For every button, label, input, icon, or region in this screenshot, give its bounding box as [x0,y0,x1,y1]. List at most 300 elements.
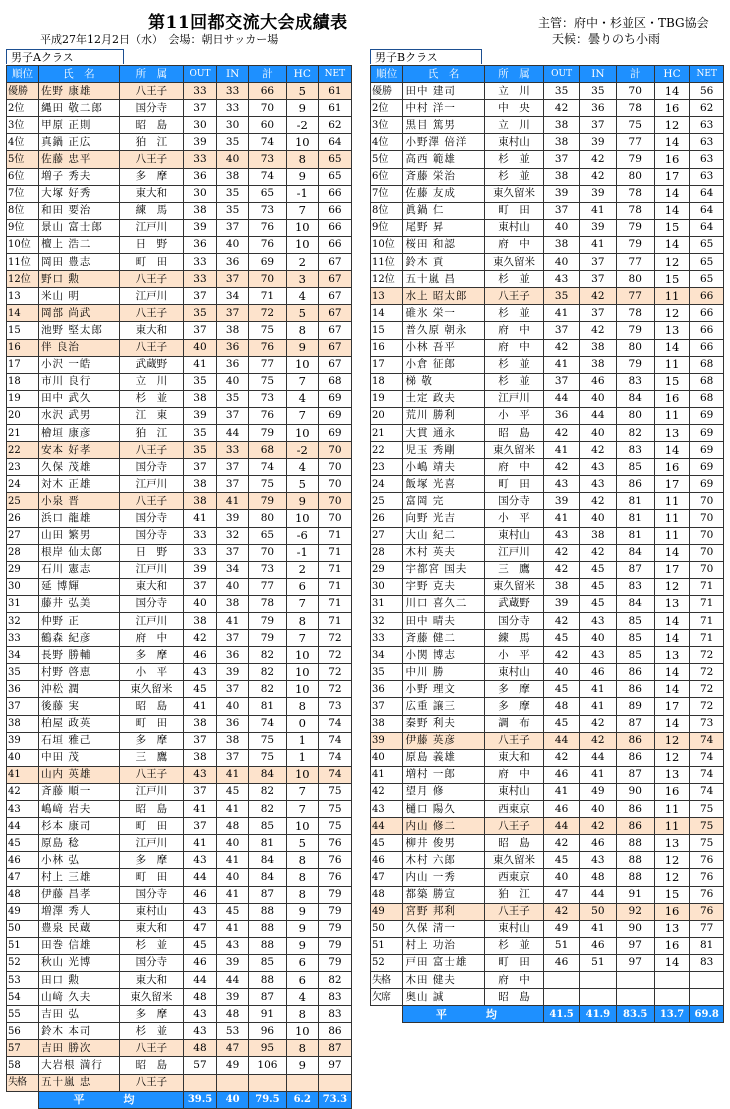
in-score-cell: 48 [217,818,249,835]
affiliation-cell: 八王子 [119,151,183,168]
class-a-rows [7,83,352,1092]
out-score-cell: 42 [544,647,580,664]
affiliation-cell: 杉 並 [484,271,544,288]
page-title: 第11回都交流大会成績表 [148,13,348,33]
net-score-cell: 70 [690,493,724,510]
affiliation-cell: 昭 島 [484,989,544,1006]
handicap-cell: 9 [286,903,318,920]
total-score-cell: 77 [616,134,654,151]
table-row [7,595,352,612]
in-score-cell: 43 [579,852,616,869]
out-score-cell: 42 [544,835,580,852]
table-row [7,83,352,100]
handicap-cell: 5 [286,83,318,100]
handicap-cell: 12 [654,117,690,134]
rank-cell: 8位 [371,202,403,219]
name-cell: 真鍋 正広 [39,134,120,151]
affiliation-cell: 三 鷹 [119,749,183,766]
table-row [371,561,724,578]
in-score-cell: 41 [579,202,616,219]
net-score-cell: 72 [690,681,724,698]
rank-cell: 24 [371,476,403,493]
out-score-cell: 37 [183,732,216,749]
table-row [7,954,352,971]
handicap-cell: 14 [654,442,690,459]
handicap-cell: -6 [286,527,318,544]
out-score-cell: 37 [544,151,580,168]
name-cell: 水上 昭太郎 [403,288,484,305]
out-score-cell: 33 [183,271,216,288]
table-row [371,698,724,715]
out-score-cell: 46 [544,801,580,818]
in-score-cell: 38 [217,168,249,185]
handicap-cell: 4 [286,989,318,1006]
in-score-cell: 46 [579,664,616,681]
out-score-cell: 42 [544,459,580,476]
handicap-cell: 11 [654,407,690,424]
rank-cell: 25 [371,493,403,510]
net-score-cell: 65 [690,236,724,253]
affiliation-cell: 練 馬 [484,630,544,647]
total-score-cell: 71 [249,288,287,305]
net-score-cell: 63 [690,151,724,168]
affiliation-cell: 八王子 [119,493,183,510]
handicap-cell: 16 [654,903,690,920]
table-row [371,271,724,288]
avg-total: 83.5 [616,1006,654,1023]
in-score-cell: 32 [217,527,249,544]
rank-cell: 14 [371,305,403,322]
table-header-row [371,66,724,83]
out-score-cell: 42 [544,749,580,766]
name-cell: 伊藤 昌孝 [39,886,120,903]
rank-cell: 24 [7,476,39,493]
name-cell: 吉田 弘 [39,1006,120,1023]
avg-net: 69.8 [690,1006,724,1023]
out-score-cell: 42 [183,630,216,647]
rank-cell: 44 [7,818,39,835]
class-a-average-row [7,1091,352,1108]
handicap-cell: 10 [286,818,318,835]
name-cell: 小関 博志 [403,647,484,664]
out-score-cell: 45 [183,937,216,954]
name-cell: 増澤 秀人 [39,903,120,920]
in-score-cell: 43 [217,937,249,954]
out-score-cell: 38 [544,134,580,151]
affiliation-cell: 府 中 [484,322,544,339]
in-score-cell: 42 [579,715,616,732]
total-score-cell: 73 [249,390,287,407]
affiliation-cell: 立 川 [484,117,544,134]
name-cell: 中村 洋一 [403,100,484,117]
name-cell: 沖松 潤 [39,681,120,698]
affiliation-cell: 昭 島 [484,424,544,441]
affiliation-cell: 練 馬 [119,202,183,219]
name-cell: 山﨑 久夫 [39,989,120,1006]
rank-cell: 28 [7,544,39,561]
table-row [7,920,352,937]
handicap-cell: 13 [654,647,690,664]
handicap-cell: 7 [286,202,318,219]
total-score-cell: 73 [249,151,287,168]
rank-cell: 52 [7,954,39,971]
name-cell: 田中 武久 [39,390,120,407]
total-score-cell: 75 [249,373,287,390]
table-row [371,168,724,185]
total-score-cell: 87 [616,715,654,732]
total-score-cell: 83 [616,578,654,595]
affiliation-cell: 東久留米 [119,681,183,698]
name-cell: 吉田 勝次 [39,1040,120,1057]
total-score-cell: 77 [616,254,654,271]
out-score-cell: 35 [183,424,216,441]
table-row [7,544,352,561]
affiliation-cell: 国分寺 [119,595,183,612]
table-row [7,801,352,818]
total-score-cell: 76 [249,219,287,236]
rank-cell: 29 [371,561,403,578]
affiliation-cell: 立 川 [119,373,183,390]
out-score-cell: 37 [544,202,580,219]
name-cell: 斉藤 順一 [39,783,120,800]
total-score-cell: 74 [249,459,287,476]
handicap-cell: 8 [286,322,318,339]
net-score-cell: 61 [318,100,351,117]
col-header-hc: HC [286,66,318,83]
in-score-cell: 46 [579,373,616,390]
total-score-cell: 78 [616,185,654,202]
net-score-cell: 66 [318,185,351,202]
name-cell: 豊泉 民蔵 [39,920,120,937]
handicap-cell: 11 [654,527,690,544]
name-cell: 景山 富士郎 [39,219,120,236]
handicap-cell: 11 [654,801,690,818]
handicap-cell: 2 [286,561,318,578]
total-score-cell: 87 [616,561,654,578]
in-score-cell: 46 [579,937,616,954]
name-cell: 五十嵐 昌 [403,271,484,288]
handicap-cell: 4 [286,288,318,305]
name-cell: 原島 稔 [39,835,120,852]
out-score-cell: 37 [544,373,580,390]
net-score-cell: 66 [318,202,351,219]
out-score-cell: 38 [183,390,216,407]
name-cell: 檀上 浩二 [39,236,120,253]
out-score-cell: 35 [544,288,580,305]
in-score-cell: 40 [217,236,249,253]
in-score-cell: 36 [217,647,249,664]
table-row [7,100,352,117]
table-row [371,732,724,749]
table-row [7,664,352,681]
out-score-cell: 41 [544,442,580,459]
rank-cell: 32 [371,613,403,630]
net-score-cell: 79 [318,886,351,903]
rank-cell: 6位 [7,168,39,185]
rank-cell: 23 [7,459,39,476]
affiliation-cell: 小 平 [119,664,183,681]
net-score-cell: 75 [690,835,724,852]
out-score-cell: 40 [183,595,216,612]
in-score-cell: 37 [217,630,249,647]
rank-cell: 54 [7,989,39,1006]
table-row [371,749,724,766]
affiliation-cell: 杉 並 [484,151,544,168]
in-score-cell: 38 [579,356,616,373]
total-score-cell: 75 [249,322,287,339]
affiliation-cell: 町 田 [484,954,544,971]
handicap-cell: 11 [654,288,690,305]
affiliation-cell: 府 中 [484,971,544,988]
class-b-rows [371,83,724,1006]
affiliation-cell: 町 田 [484,476,544,493]
net-score-cell: 70 [318,493,351,510]
rank-cell: 8位 [7,202,39,219]
net-score-cell: 72 [318,647,351,664]
total-score-cell: 82 [249,647,287,664]
table-row [371,835,724,852]
out-score-cell: 44 [183,971,216,988]
affiliation-cell: 多 摩 [484,698,544,715]
net-score-cell: 74 [690,732,724,749]
handicap-cell: 6 [286,954,318,971]
in-score-cell: 44 [579,749,616,766]
total-score-cell: 81 [616,510,654,527]
in-score-cell [217,1074,249,1091]
table-row [7,1040,352,1057]
rank-cell: 36 [371,681,403,698]
net-score-cell: 72 [690,664,724,681]
total-score-cell: 88 [616,852,654,869]
total-score-cell: 85 [616,459,654,476]
handicap-cell: 9 [286,920,318,937]
handicap-cell: 14 [654,715,690,732]
total-score-cell: 82 [249,664,287,681]
name-cell: 佐野 康雄 [39,83,120,100]
table-row [371,971,724,988]
net-score-cell: 67 [318,339,351,356]
affiliation-cell: 東村山 [484,783,544,800]
name-cell: 樋口 陽久 [403,801,484,818]
affiliation-cell: 東久留米 [119,989,183,1006]
total-score-cell: 91 [616,886,654,903]
rank-cell: 47 [7,869,39,886]
out-score-cell: 40 [544,664,580,681]
total-score-cell: 75 [249,476,287,493]
affiliation-cell: 多 摩 [119,732,183,749]
handicap-cell: 10 [286,356,318,373]
in-score-cell: 51 [579,954,616,971]
table-row [7,134,352,151]
out-score-cell: 43 [544,271,580,288]
in-score-cell: 40 [217,373,249,390]
total-score-cell: 86 [616,801,654,818]
avg-out: 41.5 [544,1006,580,1023]
net-score-cell: 79 [318,920,351,937]
net-score-cell: 79 [318,937,351,954]
name-cell: 増子 秀夫 [39,168,120,185]
in-score-cell: 35 [217,390,249,407]
net-score-cell: 71 [690,578,724,595]
affiliation-cell: 八王子 [484,818,544,835]
rank-cell: 12位 [7,271,39,288]
table-row [7,698,352,715]
name-cell: 都築 勝宣 [403,886,484,903]
name-cell: 田口 勲 [39,971,120,988]
table-row [7,937,352,954]
total-score-cell: 90 [616,920,654,937]
out-score-cell: 42 [544,561,580,578]
in-score-cell: 39 [579,185,616,202]
rank-cell: 13 [7,288,39,305]
total-score-cell: 65 [249,185,287,202]
handicap-cell: 14 [654,544,690,561]
total-score-cell: 78 [249,595,287,612]
out-score-cell: 45 [183,681,216,698]
out-score-cell: 37 [183,288,216,305]
out-score-cell: 43 [183,1006,216,1023]
class-b-label: 男子Bクラス [370,49,482,64]
handicap-cell: 10 [286,766,318,783]
rank-cell: 7位 [371,185,403,202]
in-score-cell: 37 [579,305,616,322]
out-score-cell: 33 [183,83,216,100]
table-row [371,681,724,698]
handicap-cell: 15 [654,271,690,288]
in-score-cell: 36 [217,356,249,373]
in-score-cell: 41 [217,801,249,818]
in-score-cell: 41 [217,493,249,510]
in-score-cell: 45 [579,578,616,595]
table-row [371,100,724,117]
net-score-cell: 63 [690,117,724,134]
out-score-cell: 41 [544,783,580,800]
rank-cell: 4位 [371,134,403,151]
total-score-cell: 85 [616,613,654,630]
handicap-cell: 17 [654,698,690,715]
affiliation-cell: 小 平 [484,647,544,664]
blank-cell [371,1006,403,1023]
rank-cell: 38 [7,715,39,732]
total-score-cell: 79 [616,356,654,373]
handicap-cell: 8 [286,886,318,903]
total-score-cell: 69 [249,254,287,271]
in-score-cell [579,989,616,1006]
handicap-cell: 11 [654,493,690,510]
total-score-cell: 79 [616,236,654,253]
in-score-cell: 42 [579,168,616,185]
rank-cell: 34 [371,647,403,664]
total-score-cell: 74 [249,715,287,732]
handicap-cell: 13 [654,322,690,339]
out-score-cell: 33 [183,254,216,271]
net-score-cell: 76 [318,869,351,886]
total-score-cell: 78 [616,305,654,322]
total-score-cell: 106 [249,1057,287,1074]
name-cell: 岡部 尚武 [39,305,120,322]
net-score-cell: 68 [690,356,724,373]
name-cell: 木村 六郎 [403,852,484,869]
affiliation-cell: 八王子 [484,288,544,305]
net-score-cell: 77 [690,920,724,937]
in-score-cell: 43 [579,647,616,664]
rank-cell: 49 [7,903,39,920]
affiliation-cell: 町 田 [119,715,183,732]
table-row [371,305,724,322]
in-score-cell: 44 [217,971,249,988]
total-score-cell: 79 [616,151,654,168]
name-cell: 宮野 邦利 [403,903,484,920]
in-score-cell: 39 [217,954,249,971]
table-row [7,236,352,253]
rank-cell: 42 [7,783,39,800]
table-row [7,783,352,800]
table-row [7,510,352,527]
name-cell: 大山 紀二 [403,527,484,544]
net-score-cell: 69 [690,407,724,424]
in-score-cell: 41 [579,698,616,715]
rank-cell: 50 [7,920,39,937]
handicap-cell: 5 [286,835,318,852]
rank-cell: 3位 [7,117,39,134]
net-score-cell: 75 [318,801,351,818]
out-score-cell: 35 [183,442,216,459]
total-score-cell: 86 [616,681,654,698]
name-cell: 小嶋 靖夫 [403,459,484,476]
avg-in: 40 [217,1091,249,1108]
affiliation-cell: 多 摩 [119,852,183,869]
in-score-cell: 42 [579,322,616,339]
table-row [7,561,352,578]
handicap-cell: 15 [654,219,690,236]
in-score-cell: 37 [217,459,249,476]
in-score-cell: 39 [579,219,616,236]
out-score-cell: 39 [183,407,216,424]
handicap-cell: 13 [654,595,690,612]
out-score-cell: 30 [183,185,216,202]
out-score-cell: 39 [183,134,216,151]
in-score-cell: 39 [217,664,249,681]
net-score-cell: 71 [318,595,351,612]
handicap-cell: 14 [654,83,690,100]
in-score-cell: 37 [579,271,616,288]
in-score-cell: 38 [217,322,249,339]
rank-cell: 41 [7,766,39,783]
net-score-cell: 73 [690,715,724,732]
name-cell: 小野 理文 [403,681,484,698]
rank-cell: 18 [371,373,403,390]
in-score-cell: 33 [217,100,249,117]
affiliation-cell: 八王子 [119,305,183,322]
affiliation-cell: 八王子 [119,83,183,100]
handicap-cell: 12 [654,852,690,869]
handicap-cell: 7 [286,595,318,612]
average-label: 平 均 [39,1091,184,1108]
out-score-cell: 43 [183,1023,216,1040]
net-score-cell: 68 [690,373,724,390]
net-score-cell: 83 [690,954,724,971]
out-score-cell [183,1074,216,1091]
name-cell: 久保 茂雄 [39,459,120,476]
avg-net: 73.3 [318,1091,351,1108]
name-cell: 荒川 勝利 [403,407,484,424]
total-score-cell: 79 [249,630,287,647]
handicap-cell: 12 [654,749,690,766]
in-score-cell: 40 [579,390,616,407]
handicap-cell: 8 [286,869,318,886]
total-score-cell [616,989,654,1006]
table-row [371,356,724,373]
